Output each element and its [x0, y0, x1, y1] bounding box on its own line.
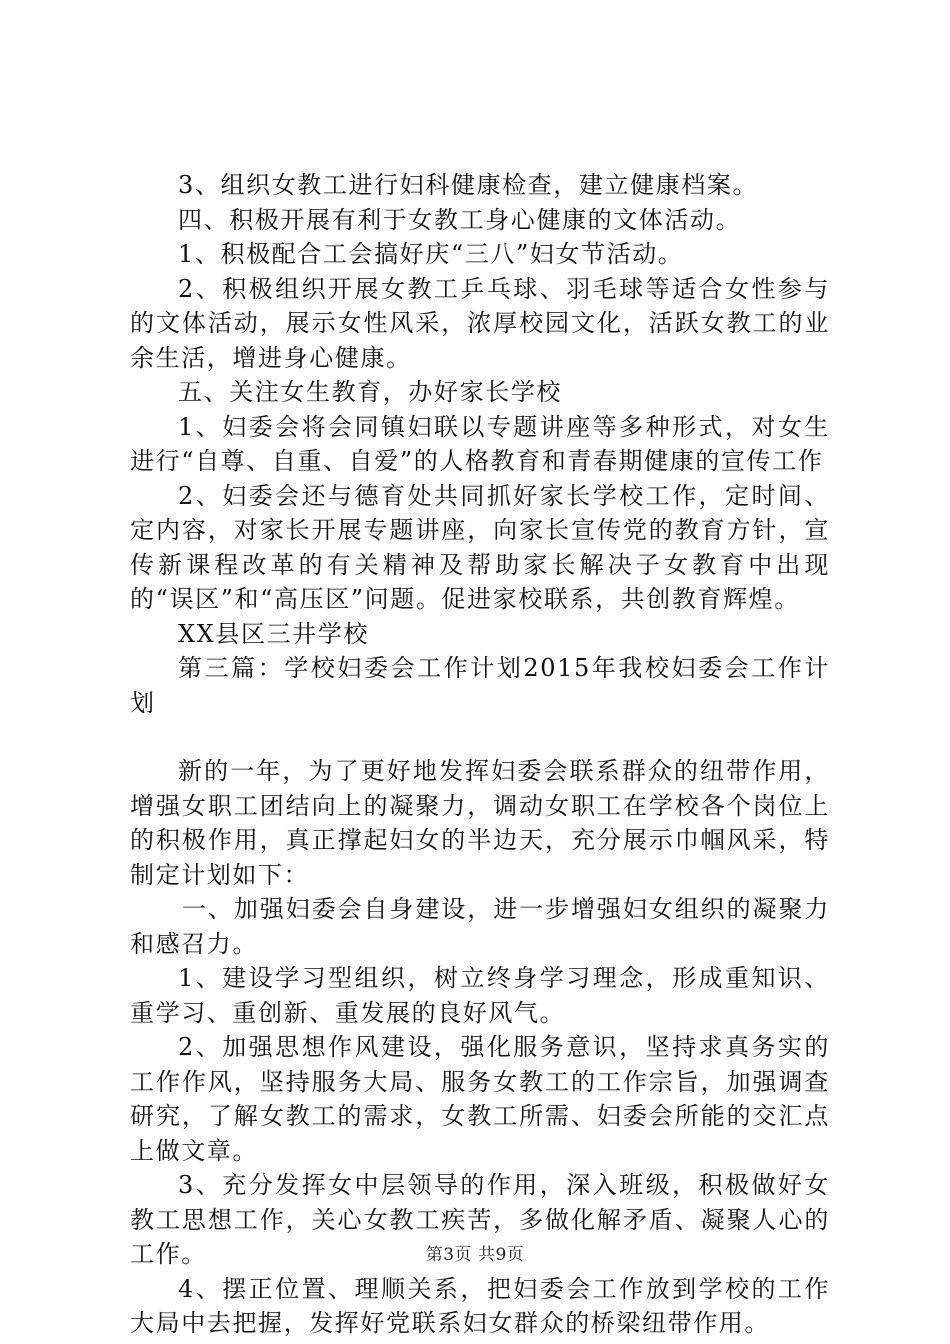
article-title-third: 第三篇：学校妇委会工作计划2015年我校妇委会工作计划 — [130, 654, 830, 717]
section-heading-five: 五、关注女生教育，办好家长学校 — [178, 378, 562, 406]
section-heading-four: 四、积极开展有利于女教工身心健康的文体活动。 — [178, 205, 742, 234]
paragraph-health-check: 3、组织女教工进行妇科健康检查，建立健康档案。 — [178, 171, 759, 199]
document-body — [130, 168, 830, 1341]
paragraph-middle-leaders: 3、充分发挥女中层领导的作用，深入班级，积极做好女教工思想工作，关心女教工疾苦，多做化解矛盾、凝聚人心的工作。 — [130, 1171, 830, 1268]
paragraph-introduction: 新的一年，为了更好地发挥妇委会联系群众的纽带作用，增强女职工团结向上的凝聚力，调动女职工在学校各个岗位上的积极作用，真正撑起妇女的半边天，充分展示巾帼风采，特制定计划如下： — [130, 757, 830, 889]
page-footer: 第3页 共9页 — [425, 1245, 525, 1265]
paragraph-spacer — [130, 720, 830, 754]
paragraph-sports-activities: 2、积极组织开展女教工乒乓球、羽毛球等适合女性参与的文体活动，展示女性风采，浓厚校园文化，活跃女教工的业余生活，增进身心健康。 — [130, 274, 830, 372]
paragraph-lectures: 1、妇委会将会同镇妇联以专题讲座等多种形式，对女生进行“自尊、自重、自爱”的人格教育和青春期健康的宣传工作 — [130, 412, 830, 475]
section-heading-one: 一、加强妇委会自身建设，进一步增强妇女组织的凝聚力和感召力。 — [130, 895, 830, 958]
paragraph-work-style: 2、加强思想作风建设，强化服务意识，坚持求真务实的工作作风，坚持服务大局、服务女教工的工作宗旨，加强调查研究，了解女教工的需求，女教工所需、妇委会所能的交汇点上做文章。 — [130, 1033, 830, 1165]
paragraph-womens-day: 1、积极配合工会搞好庆“三八”妇女节活动。 — [178, 240, 684, 268]
paragraph-learning-organization: 1、建设学习型组织，树立终身学习理念，形成重知识、重学习、重创新、重发展的良好风气。 — [130, 964, 830, 1027]
paragraph-parent-school: 2、妇委会还与德育处共同抓好家长学校工作，定时间、定内容，对家长开展专题讲座，向家长宣传党的教育方针，宣传新课程改革的有关精神及帮助家长解决子女教育中出现的“误区”和“高压区”问题。促进家校联系，共创教育辉煌。 — [130, 481, 830, 613]
school-signature: XX县区三井学校 — [178, 619, 369, 648]
paragraph-positioning: 4、摆正位置、理顺关系，把妇委会工作放到学校的工作大局中去把握，发挥好党联系妇女群众的桥梁纽带作用。 — [130, 1274, 830, 1337]
